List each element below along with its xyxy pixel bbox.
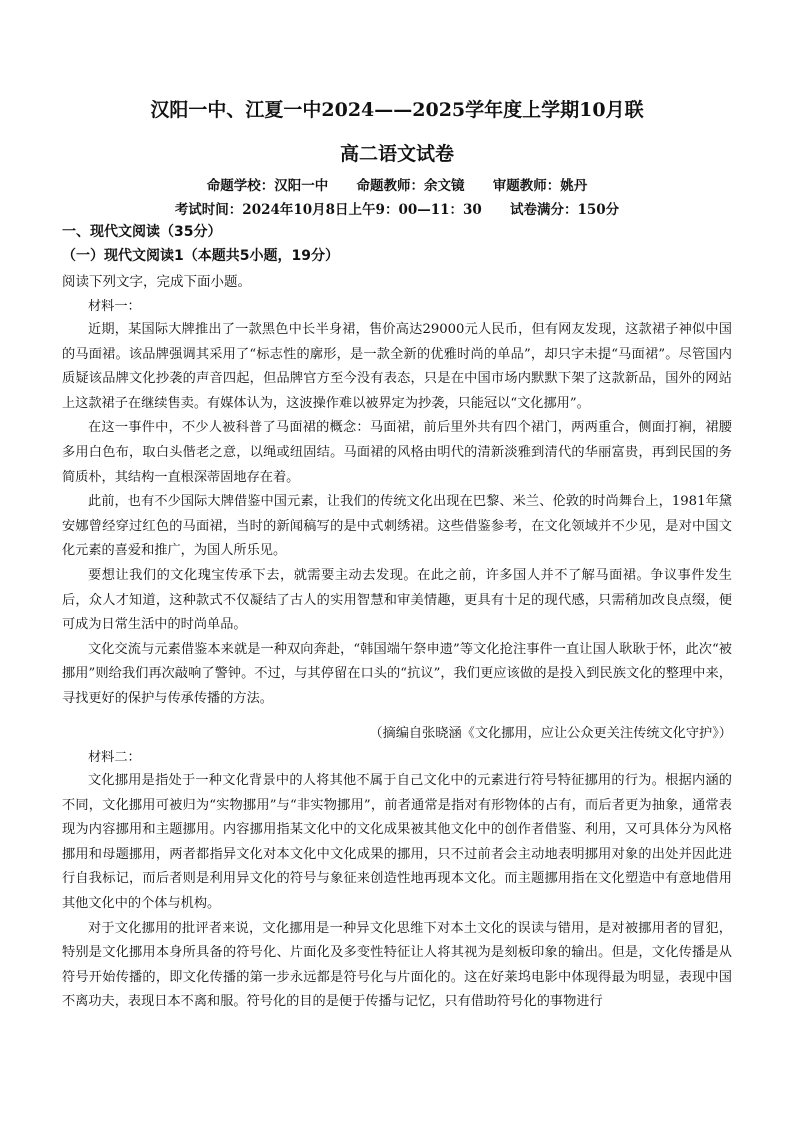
material1-source: （摘编自张晓涵《文化挪用，应让公众更关注传统文化守护》） bbox=[369, 726, 732, 741]
material1-paragraph: 近期，某国际大牌推出了一款黑色中长半身裙，售价高达29000元人民币，但有网友发现，这款裙子神似中国的马面裙。该品牌强调其采用了“标志性的廓形，是一款全新的优雅时尚的单品”，却只字未提“马面裙”。尽管国内质疑该品牌文化抄袭的声音四起，但品牌官方至今没有表态，只是在中国市场内默默下架了这款新品，国外的网站上这款裙子在继续售卖。有媒体认为，这波操作难以被界定为抄袭，只能冠以“文化挪用”。 bbox=[62, 322, 732, 411]
exam-title-line2: 高二语文试卷 bbox=[339, 143, 454, 165]
material1-body bbox=[62, 318, 732, 712]
subsection-heading: （一）现代文阅读1（本题共5小题，19分） bbox=[62, 248, 339, 264]
material1-label: 材料一： bbox=[88, 299, 141, 314]
material1-paragraph: 要想让我们的文化瑰宝传承下去，就需要主动去发现。在此之前，许多国人并不了解马面裙。争议事件发生后，众人才知道，这种款式不仅凝结了古人的实用智慧和审美情趣，更具有十足的现代感，只需稍加改良点缀，便可成为日常生活中的时尚单品。 bbox=[62, 567, 732, 633]
material2-paragraph: 对于文化挪用的批评者来说，文化挪用是一种异文化思维下对本土文化的误读与错用，是对被挪用者的冒犯，特别是文化挪用本身所具备的符号化、片面化及多变性特征让人将其视为是刻板印象的输出。但是，文化传播是从符号开始传播的，即文化传播的第一步永远都是符号化与片面化的。这在好莱坞电影中体现得最为明显，表现中国不离功夫，表现日本不离和服。符号化的目的是便于传播与记忆，只有借助符号化的事物进行 bbox=[62, 920, 732, 1010]
reading-instruction: 阅读下列文字，完成下面小题。 bbox=[62, 274, 251, 290]
material1-paragraph: 在这一事件中，不少人被科普了马面裙的概念：马面裙，前后里外共有四个裙门，两两重合，侧面打裥，裙腰多用白色布，取白头偕老之意，以绳或纽固结。马面裙的风格由明代的清新淡雅到清代的华丽富贵，再到民国的务简质朴，其结构一直根深蒂固地存在着。 bbox=[62, 420, 732, 485]
material2-paragraph: 文化挪用是指处于一种文化背景中的人将其他不属于自己文化中的元素进行符号特征挪用的行为。根据内涵的不同，文化挪用可被归为“实物挪用”与“非实物挪用”，前者通常是指对有形物体的占有，而后者更为抽象，通常表现为内容挪用和主题挪用。内容挪用指某文化中的文化成果被其他文化中的创作者借鉴、利用，又可具体分为风格挪用和母题挪用，两者都指异文化对本文化中文化成果的挪用，只不过前者会主动地表明挪用对象的出处并因此进行自我标记，而后者则是利用异文化的符号与象征来创造性地再现本文化。而主题挪用指在文化塑造中有意地借用其他文化中的个体与机构。 bbox=[62, 773, 732, 911]
section-heading: 一、现代文阅读（35分） bbox=[62, 224, 222, 240]
material2-label: 材料二： bbox=[88, 750, 141, 765]
exam-time-score: 考试时间：2024年10月8日上午9：00—11：30 试卷满分：150分 bbox=[174, 202, 620, 218]
exam-title-line1: 汉阳一中、江夏一中2024——2025学年度上学期10月联 bbox=[150, 99, 644, 121]
material1-paragraph: 此前，也有不少国际大牌借鉴中国元素，让我们的传统文化出现在巴黎、米兰、伦敦的时尚舞台上，1981年黛安娜曾经穿过红色的马面裙，当时的新闻稿写的是中式刺绣裙。这些借鉴参考，在文化领域并不少见，是对中国文化元素的喜爱和推广，为国人所乐见。 bbox=[62, 494, 732, 559]
material1-paragraph: 文化交流与元素借鉴本来就是一种双向奔赴，“韩国端午祭申遗”等文化抢注事件一直让国人耿耿于怀，此次“被挪用”则给我们再次敲响了警钟。不过，与其停留在口头的“抗议”，我们更应该做的是投入到民族文化的整理中来，寻找更好的保护与传承传播的方法。 bbox=[62, 641, 732, 706]
exam-authors: 命题学校：汉阳一中 命题教师：余文镜 审题教师：姚丹 bbox=[206, 178, 588, 194]
material2-body bbox=[62, 769, 732, 1015]
